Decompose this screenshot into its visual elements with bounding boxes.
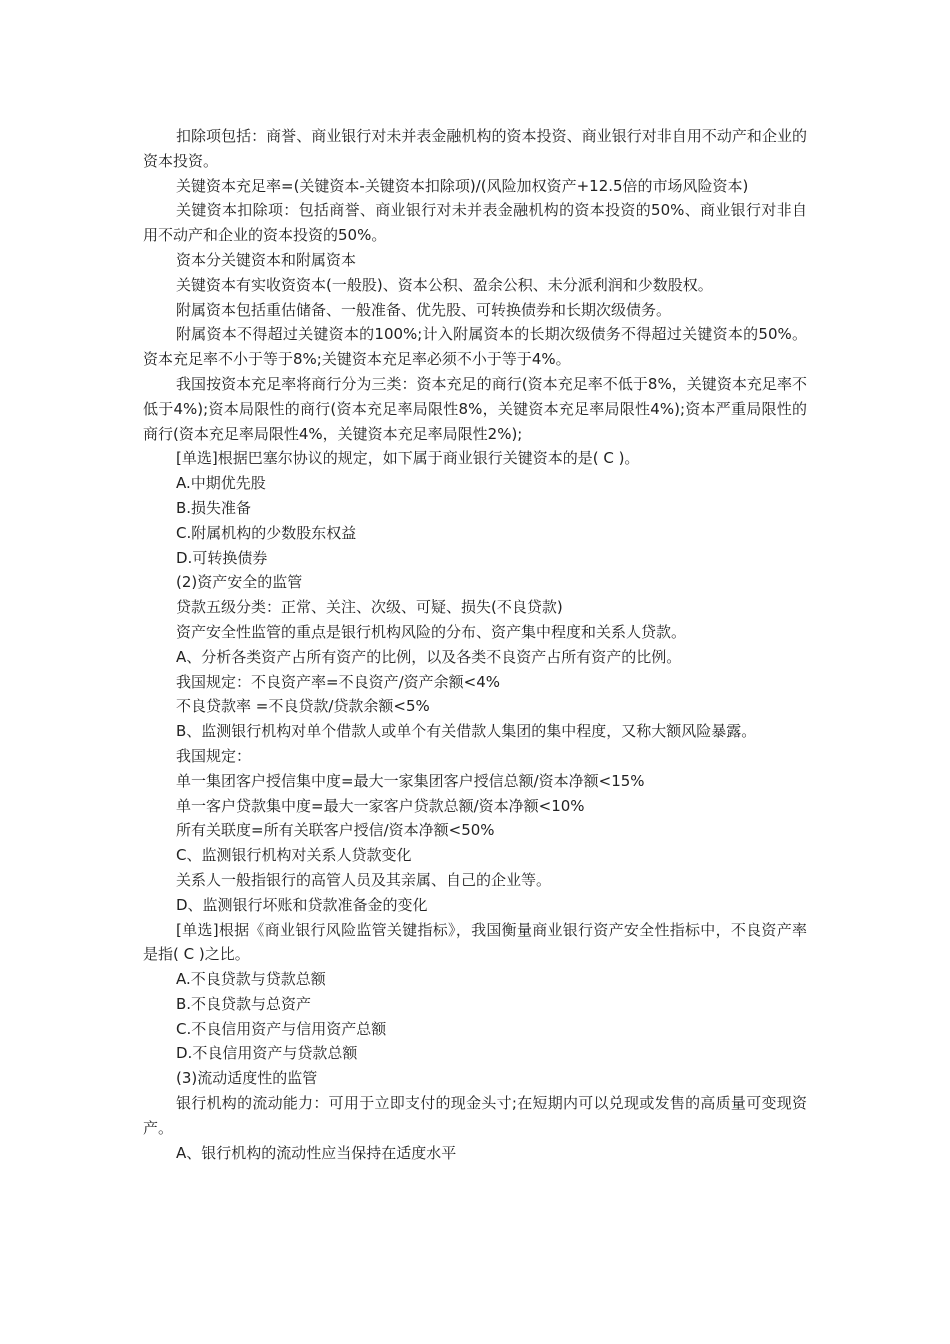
paragraph: 银行机构的流动能力：可用于立即支付的现金头寸;在短期内可以兑现或发售的高质量可变现资产。 [143,1094,807,1137]
section-heading: (3)流动适度性的监管 [176,1069,318,1088]
paragraph: 单一集团客户授信集中度=最大一家集团客户授信总额/资本净额<15% [176,771,645,790]
answer-option: D.不良信用资产与贷款总额 [176,1044,358,1063]
answer-option: B.不良贷款与总资产 [176,994,312,1013]
paragraph: 关系人一般指银行的高管人员及其亲属、自己的企业等。 [176,870,552,889]
section-heading: (2)资产安全的监管 [176,573,303,592]
paragraph: D、监测银行坏账和贷款准备金的变化 [176,895,428,914]
document-body [143,124,807,1165]
paragraph: 所有关联度=所有关联客户授信/资本净额<50% [176,821,495,840]
paragraph: 扣除项包括：商誉、商业银行对未并表金融机构的资本投资、商业银行对非自用不动产和企业的资本投资。 [143,127,807,170]
answer-option: C.不良信用资产与信用资产总额 [176,1019,387,1038]
paragraph: A、银行机构的流动性应当保持在适度水平 [176,1143,457,1162]
question-stem: [单选]根据《商业银行风险监管关键指标》，我国衡量商业银行资产安全性指标中，不良资产率是指( C )之比。 [143,920,807,964]
paragraph: 贷款五级分类：正常、关注、次级、可疑、损失(不良贷款) [176,598,563,617]
paragraph: 关键资本扣除项：包括商誉、商业银行对未并表金融机构的资本投资的50%、商业银行对非自用不动产和企业的资本投资的50%。 [143,201,807,245]
paragraph: 附属资本不得超过关键资本的100%;计入附属资本的长期次级债务不得超过关键资本的50%。资本充足率不小于等于8%;关键资本充足率必须不小于等于4%。 [143,325,807,369]
paragraph: 单一客户贷款集中度=最大一家客户贷款总额/资本净额<10% [176,796,585,815]
paragraph: 关键资本充足率=(关键资本-关键资本扣除项)/(风险加权资产+12.5倍的市场风险资本) [176,176,749,195]
paragraph: 不良贷款率 =不良贷款/贷款余额<5% [176,697,430,716]
question-stem: [单选]根据巴塞尔协议的规定，如下属于商业银行关键资本的是( C )。 [176,449,640,468]
answer-option: D.可转换债券 [176,548,268,567]
paragraph: B、监测银行机构对单个借款人或单个有关借款人集团的集中程度，又称大额风险暴露。 [176,722,757,741]
answer-option: C.附属机构的少数股东权益 [176,523,357,542]
paragraph: C、监测银行机构对关系人贷款变化 [176,846,412,865]
paragraph: 资本分关键资本和附属资本 [176,250,357,269]
answer-option: A.不良贷款与贷款总额 [176,970,326,989]
paragraph: 资产安全性监管的重点是银行机构风险的分布、资产集中程度和关系人贷款。 [176,622,687,641]
paragraph: 关键资本有实收资资本(一般股)、资本公积、盈余公积、未分派利润和少数股权。 [176,275,713,294]
paragraph: 我国按资本充足率将商行分为三类：资本充足的商行(资本充足率不低于8%，关键资本充足率不低于4%);资本局限性的商行(资本充足率局限性8%，关键资本充足率局限性4%);资本严重局限性的商行(资本充足率局限性4%，关键资本充足率局限性2%); [143,374,807,443]
paragraph: A、分析各类资产占所有资产的比例，以及各类不良资产占所有资产的比例。 [176,647,682,666]
answer-option: B.损失准备 [176,498,252,517]
paragraph: 我国规定： [176,746,252,765]
paragraph: 我国规定：不良资产率=不良资产/资产余额<4% [176,672,500,691]
answer-option: A.中期优先股 [176,474,266,493]
paragraph: 附属资本包括重估储备、一般准备、优先股、可转换债券和长期次级债务。 [176,300,672,319]
